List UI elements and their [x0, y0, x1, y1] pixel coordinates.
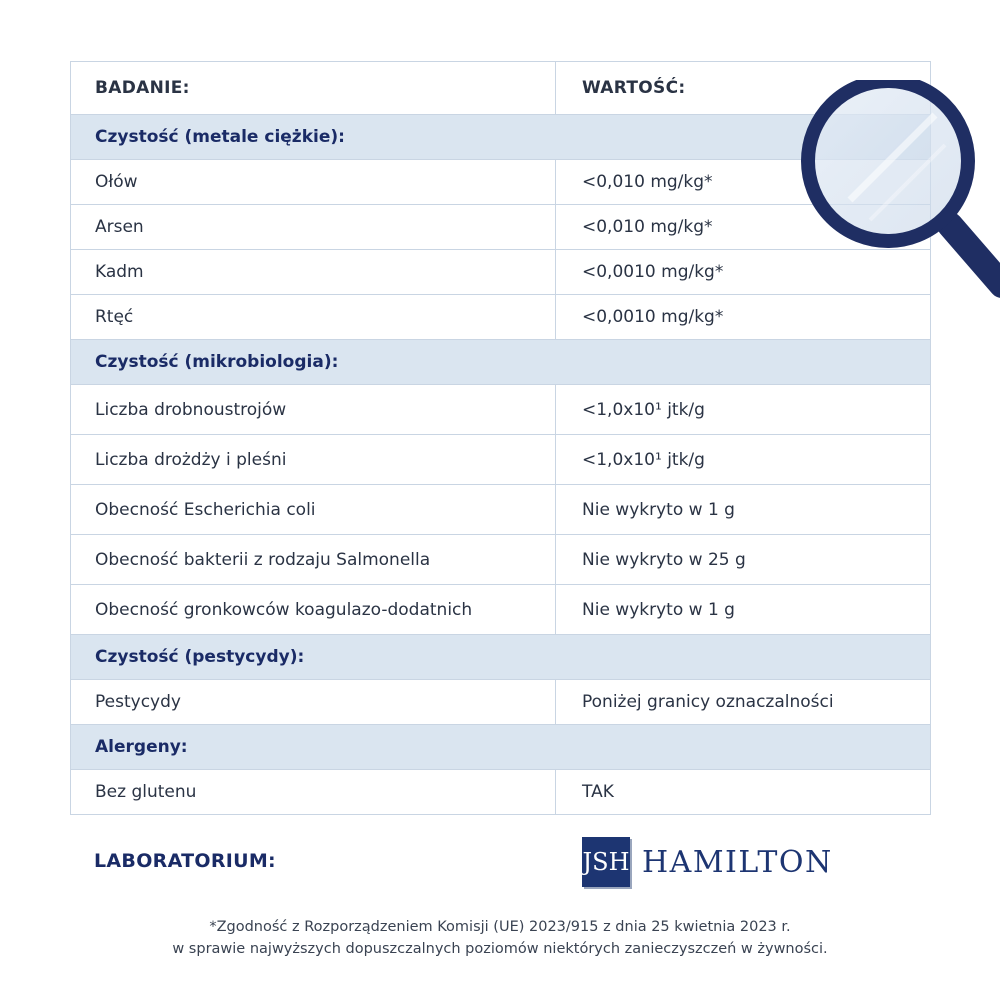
test-name: Arsen	[95, 217, 144, 237]
table-header	[71, 62, 930, 115]
test-name: Obecność gronkowców koagulazo-dodatnich	[95, 599, 473, 620]
table-row	[71, 160, 930, 205]
hamilton-logo	[582, 837, 833, 887]
section-title: Czystość (metale ciężkie):	[95, 127, 345, 147]
section-microbiology	[71, 340, 930, 385]
test-value: Poniżej granicy oznaczalności	[582, 692, 834, 712]
test-value: <1,0x10¹ jtk/g	[582, 399, 705, 420]
test-name: Liczba drożdży i pleśni	[95, 449, 287, 470]
footnote-line-2: w sprawie najwyższych dopuszczalnych poziomów niektórych zanieczyszczeń w żywności.	[172, 941, 828, 957]
test-name: Bez glutenu	[95, 782, 197, 802]
test-name: Rtęć	[95, 307, 134, 327]
test-value: <1,0x10¹ jtk/g	[582, 449, 705, 470]
section-title: Czystość (pestycydy):	[95, 647, 305, 667]
test-value: Nie wykryto w 25 g	[582, 549, 746, 570]
test-value: <0,0010 mg/kg*	[582, 262, 724, 282]
table-row	[71, 205, 930, 250]
test-value: <0,0010 mg/kg*	[582, 307, 724, 327]
table-row	[71, 585, 930, 635]
table-row	[71, 535, 930, 585]
footnote-line-1: *Zgodność z Rozporządzeniem Komisji (UE) 2023/915 z dnia 25 kwietnia 2023 r.	[209, 919, 791, 935]
test-name: Obecność Escherichia coli	[95, 499, 316, 520]
table-row	[71, 250, 930, 295]
logo-mark: JSH	[582, 837, 630, 887]
test-name: Kadm	[95, 262, 144, 282]
section-heavy-metals	[71, 115, 930, 160]
table-row	[71, 295, 930, 340]
results-table	[70, 61, 931, 815]
test-value: Nie wykryto w 1 g	[582, 499, 735, 520]
table-row	[71, 385, 930, 435]
section-title: Czystość (mikrobiologia):	[95, 352, 339, 372]
table-row	[71, 770, 930, 815]
header-value: WARTOŚĆ:	[582, 78, 686, 98]
laboratory-label: LABORATORIUM:	[94, 850, 276, 872]
test-value: TAK	[582, 782, 614, 802]
header-test: BADANIE:	[95, 78, 190, 98]
test-name: Obecność bakterii z rodzaju Salmonella	[95, 549, 431, 570]
test-name: Ołów	[95, 172, 138, 192]
table-row	[71, 485, 930, 535]
section-allergens	[71, 725, 930, 770]
section-pesticides	[71, 635, 930, 680]
test-name: Liczba drobnoustrojów	[95, 399, 287, 420]
section-title: Alergeny:	[95, 737, 188, 757]
table-row	[71, 680, 930, 725]
table-row	[71, 435, 930, 485]
test-value: Nie wykryto w 1 g	[582, 599, 735, 620]
logo-name: HAMILTON	[642, 844, 833, 880]
test-name: Pestycydy	[95, 692, 181, 712]
test-value: <0,010 mg/kg*	[582, 172, 713, 192]
test-value: <0,010 mg/kg*	[582, 217, 713, 237]
